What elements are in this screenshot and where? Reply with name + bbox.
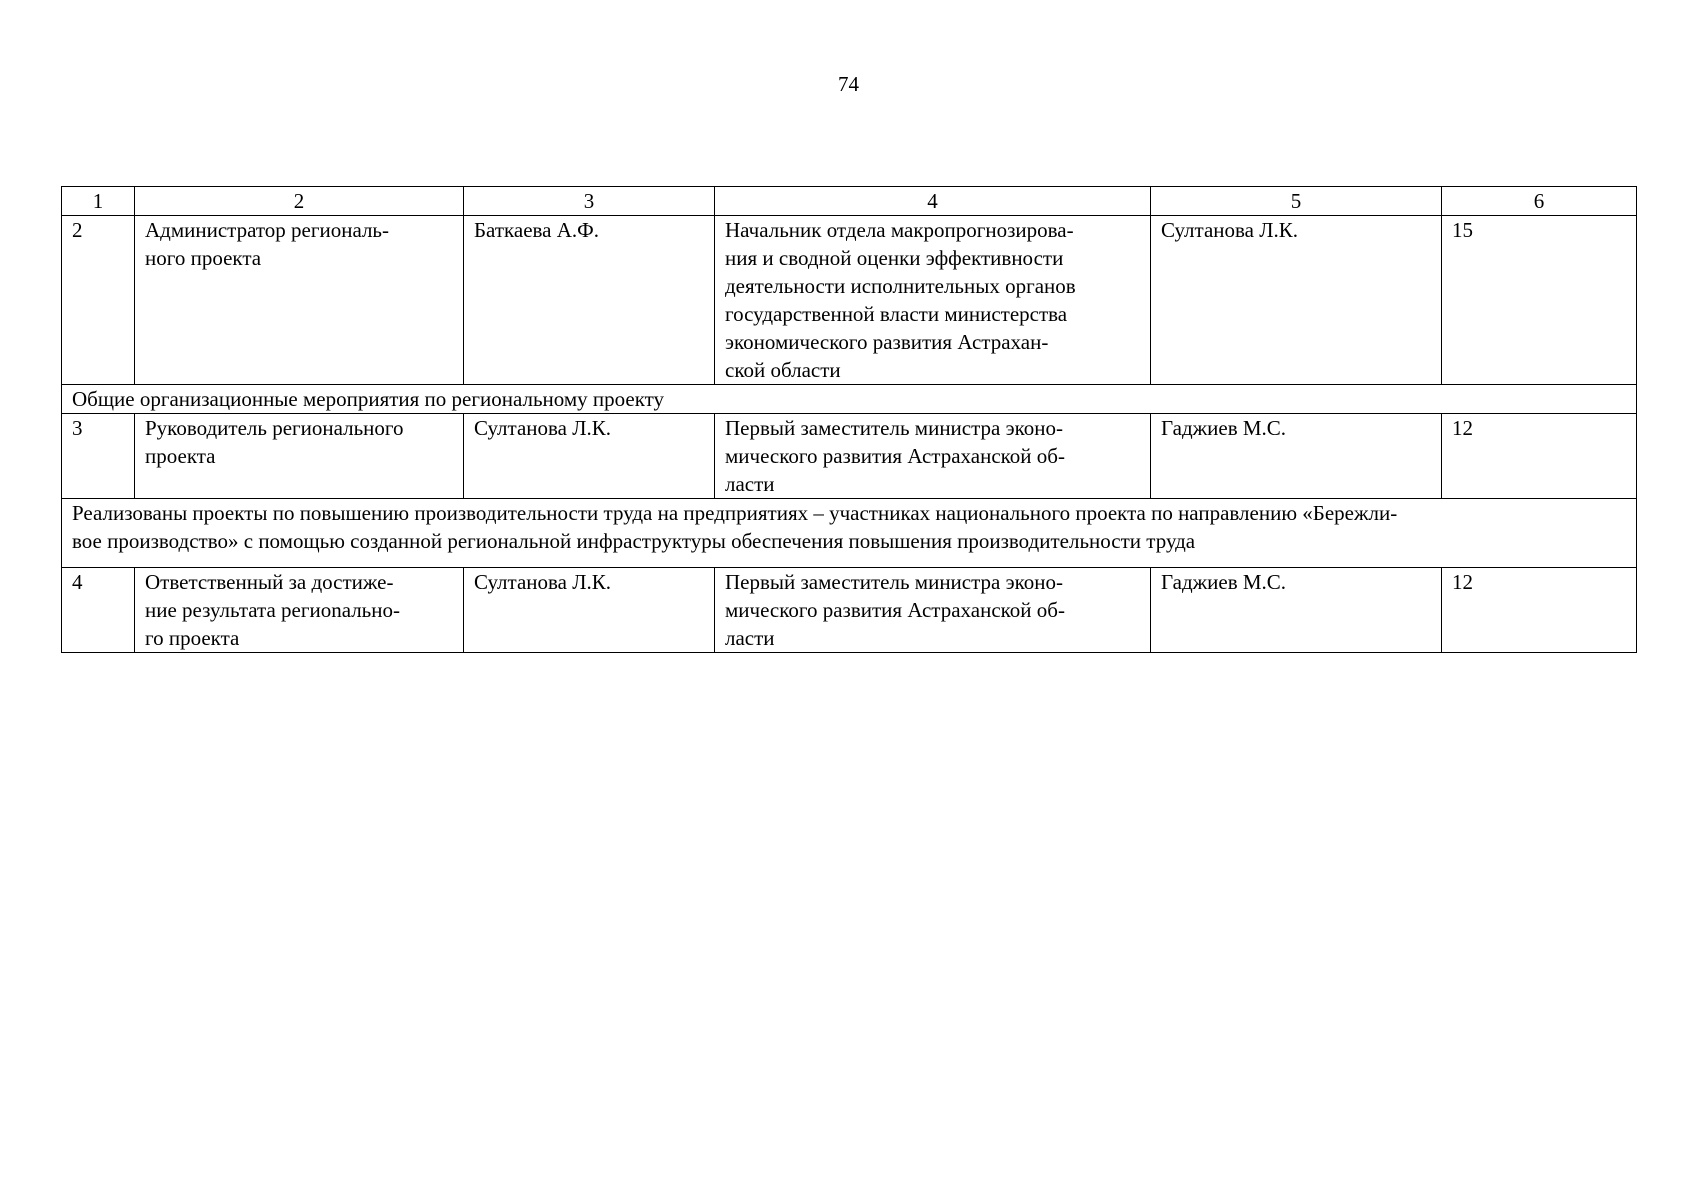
cell-text-line: Руководитель регионального [145, 416, 404, 440]
load-percent-cell: 12 [1442, 568, 1637, 653]
section-title-cell [62, 385, 1637, 414]
cell-text-line: ласти [725, 472, 775, 496]
column-header-1: 1 [62, 187, 135, 216]
table-row [62, 414, 1637, 499]
cell-text-line: ного проекта [145, 246, 262, 270]
page-number: 74 [838, 72, 859, 96]
row-number-cell: 3 [62, 414, 135, 499]
cell-text-line: Первый заместитель министра эконо- [725, 416, 1063, 440]
cell-text-line: проекта [145, 444, 216, 468]
column-number-header-row [62, 187, 1637, 216]
table-row [62, 568, 1637, 653]
supervisor-cell: Султанова Л.К. [1151, 216, 1442, 385]
column-header-6: 6 [1442, 187, 1637, 216]
cell-text-line: деятельности исполнительных органов [725, 274, 1076, 298]
column-header-2: 2 [135, 187, 464, 216]
section-title-cell [62, 499, 1637, 568]
row-number-cell: 4 [62, 568, 135, 653]
column-header-3: 3 [464, 187, 715, 216]
cell-text-line: государственной власти министерства [725, 302, 1068, 326]
cell-text-line: ской области [725, 358, 841, 382]
project-role-cell [135, 216, 464, 385]
project-role-cell [135, 568, 464, 653]
cell-text-line: экономического развития Астрахан- [725, 330, 1049, 354]
cell-text-line: мического развития Астраханской об- [725, 598, 1065, 622]
person-name-cell: Баткаева А.Ф. [464, 216, 715, 385]
cell-text-line: Ответственный за достиже- [145, 570, 394, 594]
cell-text-line: ние результата региonально- [145, 598, 400, 622]
cell-text-line: Начальник отдела макропрогнозирова- [725, 218, 1074, 242]
job-position-cell [715, 568, 1151, 653]
row-number-cell: 2 [62, 216, 135, 385]
cell-text-line: Администратор региональ- [145, 218, 390, 242]
supervisor-cell: Гаджиев М.С. [1151, 414, 1442, 499]
supervisor-cell: Гаджиев М.С. [1151, 568, 1442, 653]
section-title-line: Реализованы проекты по повышению производительности труда на предприятиях – участниках национального проекта по направлению «Бережли- [72, 501, 1398, 525]
section-title-line: Общие организационные мероприятия по региональному проекту [72, 387, 665, 411]
document-table [61, 186, 1637, 653]
cell-text-line: ласти [725, 626, 775, 650]
job-position-cell [715, 414, 1151, 499]
cell-text-line: мического развития Астраханской об- [725, 444, 1065, 468]
section-row [62, 499, 1637, 568]
cell-text-line: ния и сводной оценки эффективности [725, 246, 1064, 270]
load-percent-cell: 12 [1442, 414, 1637, 499]
project-role-cell [135, 414, 464, 499]
column-header-5: 5 [1151, 187, 1442, 216]
person-name-cell: Султанова Л.К. [464, 414, 715, 499]
section-row [62, 385, 1637, 414]
section-title-line: вое производство» с помощью созданной региональной инфраструктуры обеспечения повышения производительности труда [72, 529, 1196, 553]
job-position-cell [715, 216, 1151, 385]
cell-text-line: го проекта [145, 626, 240, 650]
person-name-cell: Султанова Л.К. [464, 568, 715, 653]
table-row [62, 216, 1637, 385]
cell-text-line: Первый заместитель министра эконо- [725, 570, 1063, 594]
load-percent-cell: 15 [1442, 216, 1637, 385]
column-header-4: 4 [715, 187, 1151, 216]
